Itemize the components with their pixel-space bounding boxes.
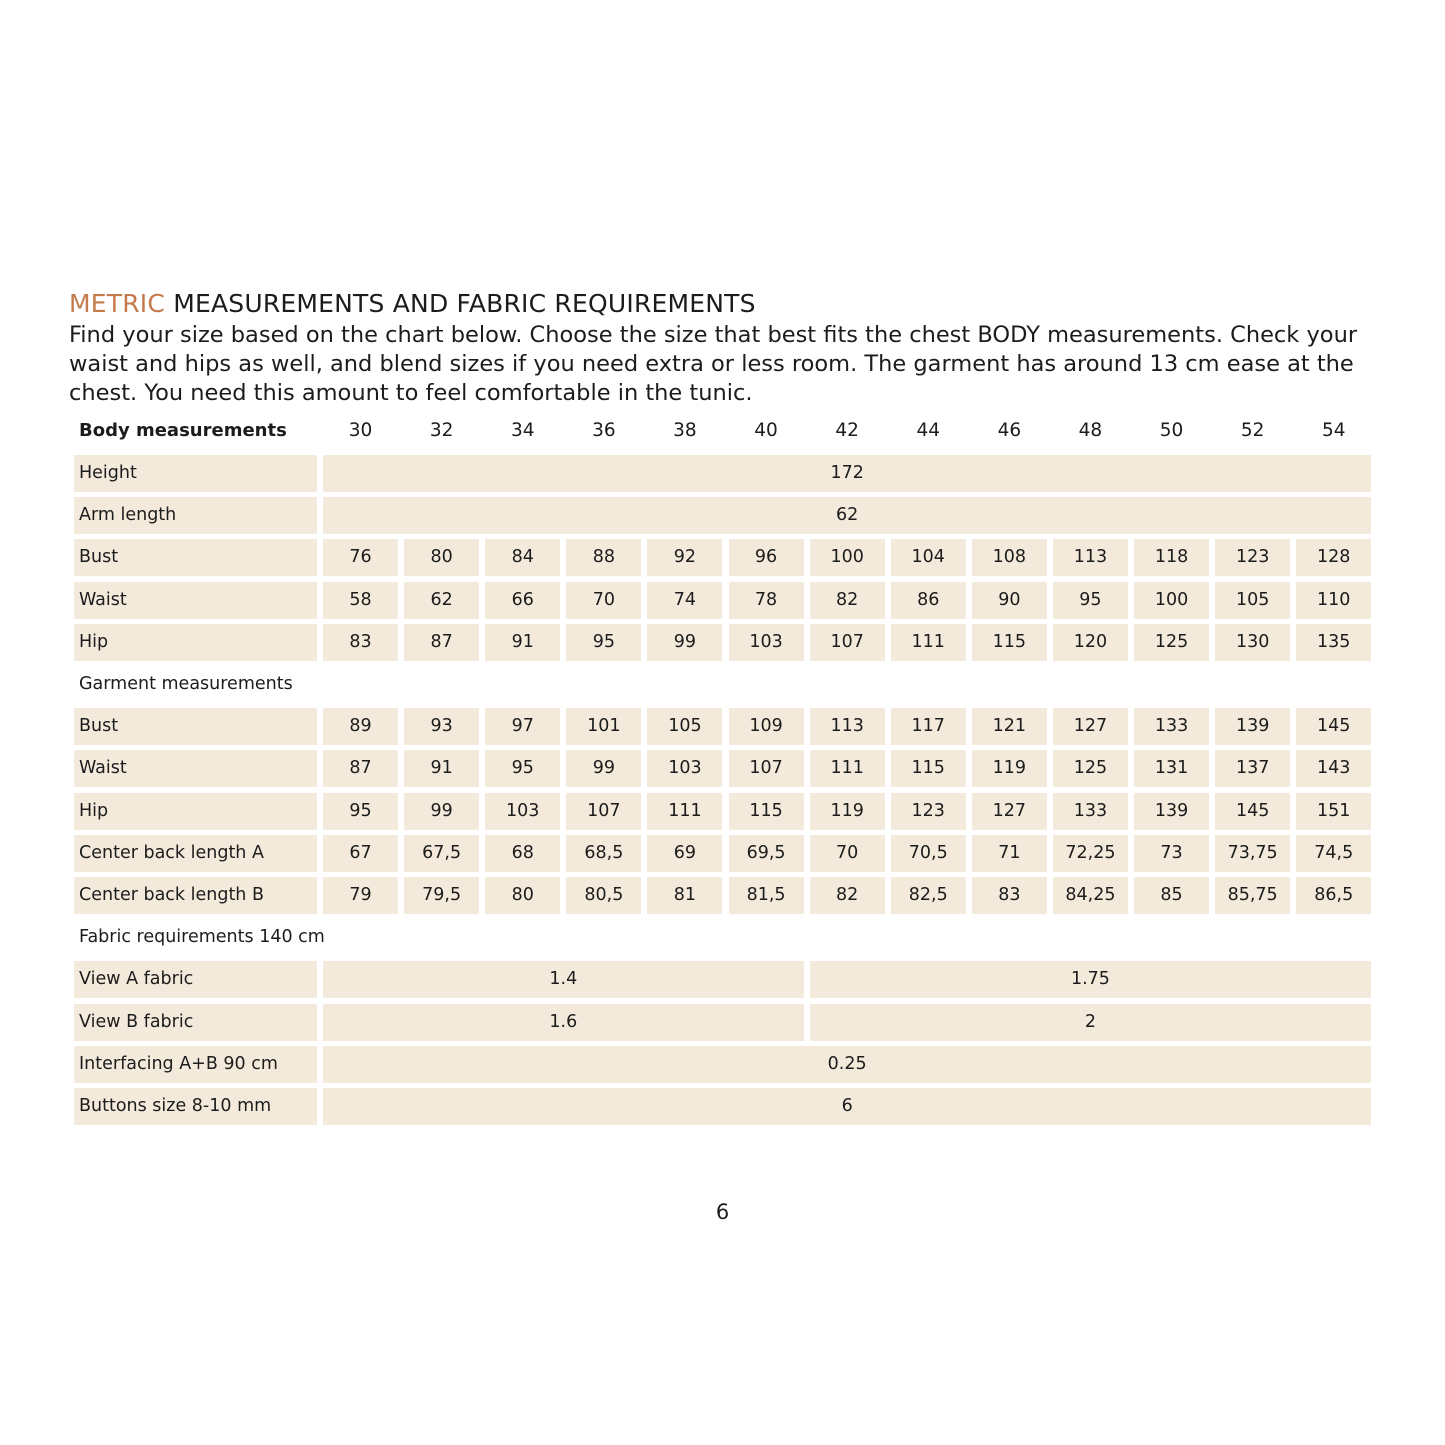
table-cell: 133: [1053, 793, 1128, 830]
header-size-34: 34: [510, 420, 535, 441]
row-label: Hip: [74, 793, 317, 830]
table-cell: 111: [810, 750, 885, 787]
table-span-cell: 2: [810, 1004, 1372, 1041]
header-size-46: 46: [997, 420, 1022, 441]
table-cell: 119: [972, 750, 1047, 787]
table-cell: 73,75: [1215, 835, 1290, 872]
table-cell: 66: [485, 582, 560, 619]
table-cell: 76: [323, 539, 398, 576]
table-cell: 95: [566, 624, 641, 661]
table-cell: 123: [891, 793, 966, 830]
table-cell: 74,5: [1296, 835, 1371, 872]
section-title: Garment measurements: [79, 674, 293, 694]
table-cell: 111: [647, 793, 722, 830]
table-cell: 68,5: [566, 835, 641, 872]
table-cell: 83: [972, 877, 1047, 914]
table-cell: 110: [1296, 582, 1371, 619]
table-cell: 115: [729, 793, 804, 830]
table-span-cell: 1.6: [323, 1004, 804, 1041]
header-size-44: 44: [916, 420, 940, 441]
table-cell: 99: [566, 750, 641, 787]
table-cell: 80: [404, 539, 479, 576]
table-cell: 95: [485, 750, 560, 787]
table-cell: 82: [810, 877, 885, 914]
table-cell: 100: [810, 539, 885, 576]
table-cell: 95: [1053, 582, 1128, 619]
header-size-54: 54: [1321, 420, 1346, 441]
table-cell: 101: [566, 708, 641, 745]
table-cell: 72,25: [1053, 835, 1128, 872]
table-cell: 145: [1215, 793, 1290, 830]
table-cell: 96: [729, 539, 804, 576]
header-size-36: 36: [592, 420, 616, 441]
row-label: Waist: [74, 750, 317, 787]
table-cell: 95: [323, 793, 398, 830]
table-cell: 105: [647, 708, 722, 745]
table-cell: 87: [404, 624, 479, 661]
page-number: 6: [715, 1200, 730, 1224]
table-cell: 139: [1134, 793, 1209, 830]
table-cell: 91: [404, 750, 479, 787]
heading-rest: MEASUREMENTS AND FABRIC REQUIREMENTS: [165, 289, 756, 318]
table-cell: 90: [972, 582, 1047, 619]
row-label: Interfacing A+B 90 cm: [74, 1046, 317, 1083]
table-span-cell: 172: [323, 455, 1371, 492]
table-cell: 113: [810, 708, 885, 745]
section-title: Fabric requirements 140 cm: [79, 927, 325, 948]
table-cell: 70: [810, 835, 885, 872]
table-cell: 100: [1134, 582, 1209, 619]
row-label: Arm length: [74, 497, 317, 534]
table-cell: 84: [485, 539, 560, 576]
header-size-32: 32: [429, 420, 454, 441]
table-cell: 97: [485, 708, 560, 745]
table-cell: 107: [566, 793, 641, 830]
header-label: Body measurements: [79, 420, 287, 441]
table-cell: 80: [485, 877, 560, 914]
table-cell: 113: [1053, 539, 1128, 576]
table-cell: 93: [404, 708, 479, 745]
table-cell: 123: [1215, 539, 1290, 576]
row-label: Buttons size 8-10 mm: [74, 1088, 317, 1125]
table-cell: 71: [972, 835, 1047, 872]
header-size-52: 52: [1240, 420, 1265, 441]
table-cell: 86,5: [1296, 877, 1371, 914]
table-cell: 131: [1134, 750, 1209, 787]
table-cell: 81: [647, 877, 722, 914]
table-cell: 109: [729, 708, 804, 745]
table-cell: 68: [485, 835, 560, 872]
table-cell: 99: [404, 793, 479, 830]
table-cell: 85,75: [1215, 877, 1290, 914]
row-label: Bust: [74, 708, 317, 745]
table-cell: 70,5: [891, 835, 966, 872]
header-size-30: 30: [348, 420, 373, 441]
table-cell: 115: [891, 750, 966, 787]
table-cell: 85: [1134, 877, 1209, 914]
table-cell: 70: [566, 582, 641, 619]
table-cell: 105: [1215, 582, 1290, 619]
row-label: View A fabric: [74, 961, 317, 998]
row-label: Center back length B: [74, 877, 317, 914]
table-cell: 117: [891, 708, 966, 745]
table-cell: 69: [647, 835, 722, 872]
table-cell: 145: [1296, 708, 1371, 745]
page-heading: [69, 287, 756, 321]
table-cell: 62: [404, 582, 479, 619]
table-span-cell: 62: [323, 497, 1371, 534]
table-cell: 125: [1053, 750, 1128, 787]
table-span-cell: 1.4: [323, 961, 804, 998]
table-cell: 139: [1215, 708, 1290, 745]
row-label: Waist: [74, 582, 317, 619]
table-cell: 104: [891, 539, 966, 576]
table-span-cell: 1.75: [810, 961, 1372, 998]
table-cell: 137: [1215, 750, 1290, 787]
table-cell: 80,5: [566, 877, 641, 914]
table-cell: 127: [972, 793, 1047, 830]
table-cell: 121: [972, 708, 1047, 745]
table-cell: 99: [647, 624, 722, 661]
table-cell: 74: [647, 582, 722, 619]
table-cell: 83: [323, 624, 398, 661]
header-size-48: 48: [1078, 420, 1103, 441]
table-cell: 108: [972, 539, 1047, 576]
table-cell: 127: [1053, 708, 1128, 745]
table-cell: 107: [729, 750, 804, 787]
table-cell: 107: [810, 624, 885, 661]
table-cell: 118: [1134, 539, 1209, 576]
header-size-38: 38: [673, 420, 697, 441]
table-cell: 125: [1134, 624, 1209, 661]
table-cell: 58: [323, 582, 398, 619]
table-cell: 111: [891, 624, 966, 661]
table-cell: 73: [1134, 835, 1209, 872]
table-cell: 143: [1296, 750, 1371, 787]
intro-text: Find your size based on the chart below. Choose the size that best fits the chest BODY measurements. Check your waist and hips as well, and blend sizes if you need extra or less room. The garment has around 13 cm ease at the chest. You need this amount to feel comfortable in the tunic.: [69, 322, 1358, 406]
heading-accent: METRIC: [69, 289, 166, 318]
table-cell: 120: [1053, 624, 1128, 661]
table-cell: 88: [566, 539, 641, 576]
table-span-cell: 0.25: [323, 1046, 1371, 1083]
table-cell: 103: [729, 624, 804, 661]
row-label: Hip: [74, 624, 317, 661]
table-cell: 103: [647, 750, 722, 787]
table-cell: 92: [647, 539, 722, 576]
table-cell: 119: [810, 793, 885, 830]
table-header-row: [0, 413, 1445, 449]
row-label: View B fabric: [74, 1004, 317, 1041]
table-cell: 128: [1296, 539, 1371, 576]
table-cell: 91: [485, 624, 560, 661]
table-cell: 81,5: [729, 877, 804, 914]
table-cell: 78: [729, 582, 804, 619]
table-cell: 69,5: [729, 835, 804, 872]
header-size-42: 42: [835, 420, 859, 441]
header-size-50: 50: [1159, 420, 1184, 441]
row-label: Center back length A: [74, 835, 317, 872]
table-cell: 67,5: [404, 835, 479, 872]
table-cell: 89: [323, 708, 398, 745]
header-size-40: 40: [754, 420, 778, 441]
row-label: Bust: [74, 539, 317, 576]
table-cell: 79,5: [404, 877, 479, 914]
table-cell: 133: [1134, 708, 1209, 745]
table-cell: 84,25: [1053, 877, 1128, 914]
table-cell: 82,5: [891, 877, 966, 914]
table-cell: 115: [972, 624, 1047, 661]
row-label: Height: [74, 455, 317, 492]
table-cell: 103: [485, 793, 560, 830]
table-cell: 79: [323, 877, 398, 914]
table-cell: 135: [1296, 624, 1371, 661]
table-cell: 86: [891, 582, 966, 619]
table-cell: 130: [1215, 624, 1290, 661]
table-cell: 82: [810, 582, 885, 619]
table-span-cell: 6: [323, 1088, 1371, 1125]
table-cell: 67: [323, 835, 398, 872]
table-cell: 87: [323, 750, 398, 787]
table-cell: 151: [1296, 793, 1371, 830]
